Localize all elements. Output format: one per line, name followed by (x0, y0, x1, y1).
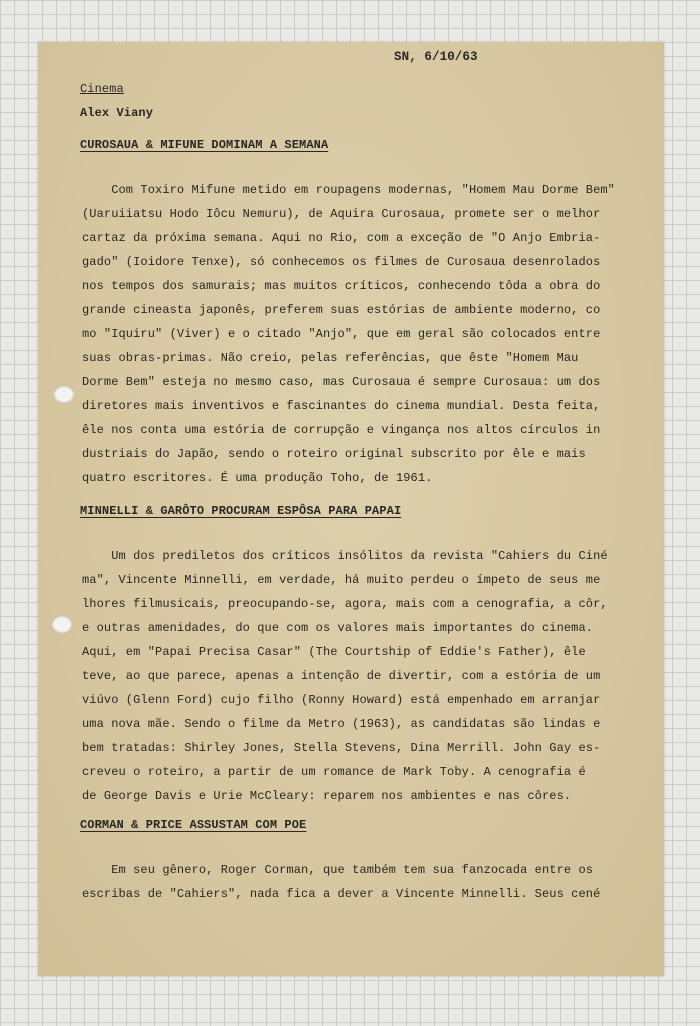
text-line: (Uaruiiatsu Hodo Iôcu Nemuru), de Aquira Curosaua, promete ser o melhor (82, 207, 601, 221)
text-line: diretores mais inventivos e fascinantes do cinema mundial. Desta feita, (82, 399, 601, 413)
text-line: grande cineasta japonês, preferem suas estórias de ambiente moderno, co (82, 303, 601, 317)
text-line: creveu o roteiro, a partir de um romance de Mark Toby. A cenografia é (82, 765, 586, 779)
section-label: Cinema (80, 82, 124, 96)
text-line: gado" (Ioidore Tenxe), só conhecemos os filmes de Curosaua desenrolados (82, 255, 601, 269)
text-line: uma nova mãe. Sendo o filme da Metro (1963), as candidatas são lindas e (82, 717, 601, 731)
article-heading: CUROSAUA & MIFUNE DOMINAM A SEMANA (80, 138, 329, 152)
document-date: SN, 6/10/63 (394, 50, 478, 64)
text-line: suas obras-primas. Não creio, pelas referências, que êste "Homem Mau (82, 351, 579, 365)
text-line: viúvo (Glenn Ford) cujo filho (Ronny Howard) está empenhado em arranjar (82, 693, 601, 707)
text-line: nos tempos dos samurais; mas muitos críticos, conhecendo tôda a obra do (82, 279, 601, 293)
text-line: quatro escritores. É uma produção Toho, de 1961. (82, 471, 433, 485)
text-line: escribas de "Cahiers", nada fica a dever a Vincente Minnelli. Seus cené (82, 887, 601, 901)
article-body (82, 178, 642, 490)
text-line: bem tratadas: Shirley Jones, Stella Stevens, Dina Merrill. John Gay es- (82, 741, 601, 755)
article-heading: CORMAN & PRICE ASSUSTAM COM POE (80, 818, 307, 832)
text-line: e outras amenidades, do que com os valores mais importantes do cinema. (82, 621, 594, 635)
text-line: cartaz da próxima semana. Aqui no Rio, com a exceção de "O Anjo Embria- (82, 231, 601, 245)
author-byline: Alex Viany (80, 106, 154, 120)
text-line: Aqui, em "Papai Precisa Casar" (The Courtship of Eddie's Father), êle (82, 645, 586, 659)
text-line: êle nos conta uma estória de corrupção e vingança nos altos círculos in (82, 423, 601, 437)
text-line: Com Toxiro Mifune metido em roupagens modernas, "Homem Mau Dorme Bem" (82, 183, 615, 197)
text-line: lhores filmusicais, preocupando-se, agora, mais com a cenografia, a côr, (82, 597, 608, 611)
typewritten-page (38, 42, 664, 976)
text-line: ma", Vincente Minnelli, em verdade, há muito perdeu o ímpeto de seus me (82, 573, 601, 587)
text-line: mo "Iquiru" (Viver) e o citado "Anjo", que em geral são colocados entre (82, 327, 601, 341)
punch-hole (52, 616, 72, 633)
text-line: Dorme Bem" esteja no mesmo caso, mas Curosaua é sempre Curosaua: um dos (82, 375, 601, 389)
text-line: teve, ao que parece, apenas a intenção de divertir, com a estória de um (82, 669, 601, 683)
article-body (82, 858, 642, 906)
article-body (82, 544, 642, 808)
punch-hole (54, 386, 74, 403)
text-line: de George Davis e Urie McCleary: reparem nos ambientes e nas côres. (82, 789, 572, 803)
text-line: dustriais do Japão, sendo o roteiro original subscrito por êle e mais (82, 447, 586, 461)
text-line: Um dos prediletos dos críticos insólitos da revista "Cahiers du Ciné (82, 549, 608, 563)
text-line: Em seu gênero, Roger Corman, que também tem sua fanzocada entre os (82, 863, 594, 877)
article-heading: MINNELLI & GARÔTO PROCURAM ESPÔSA PARA PAPAI (80, 504, 402, 518)
